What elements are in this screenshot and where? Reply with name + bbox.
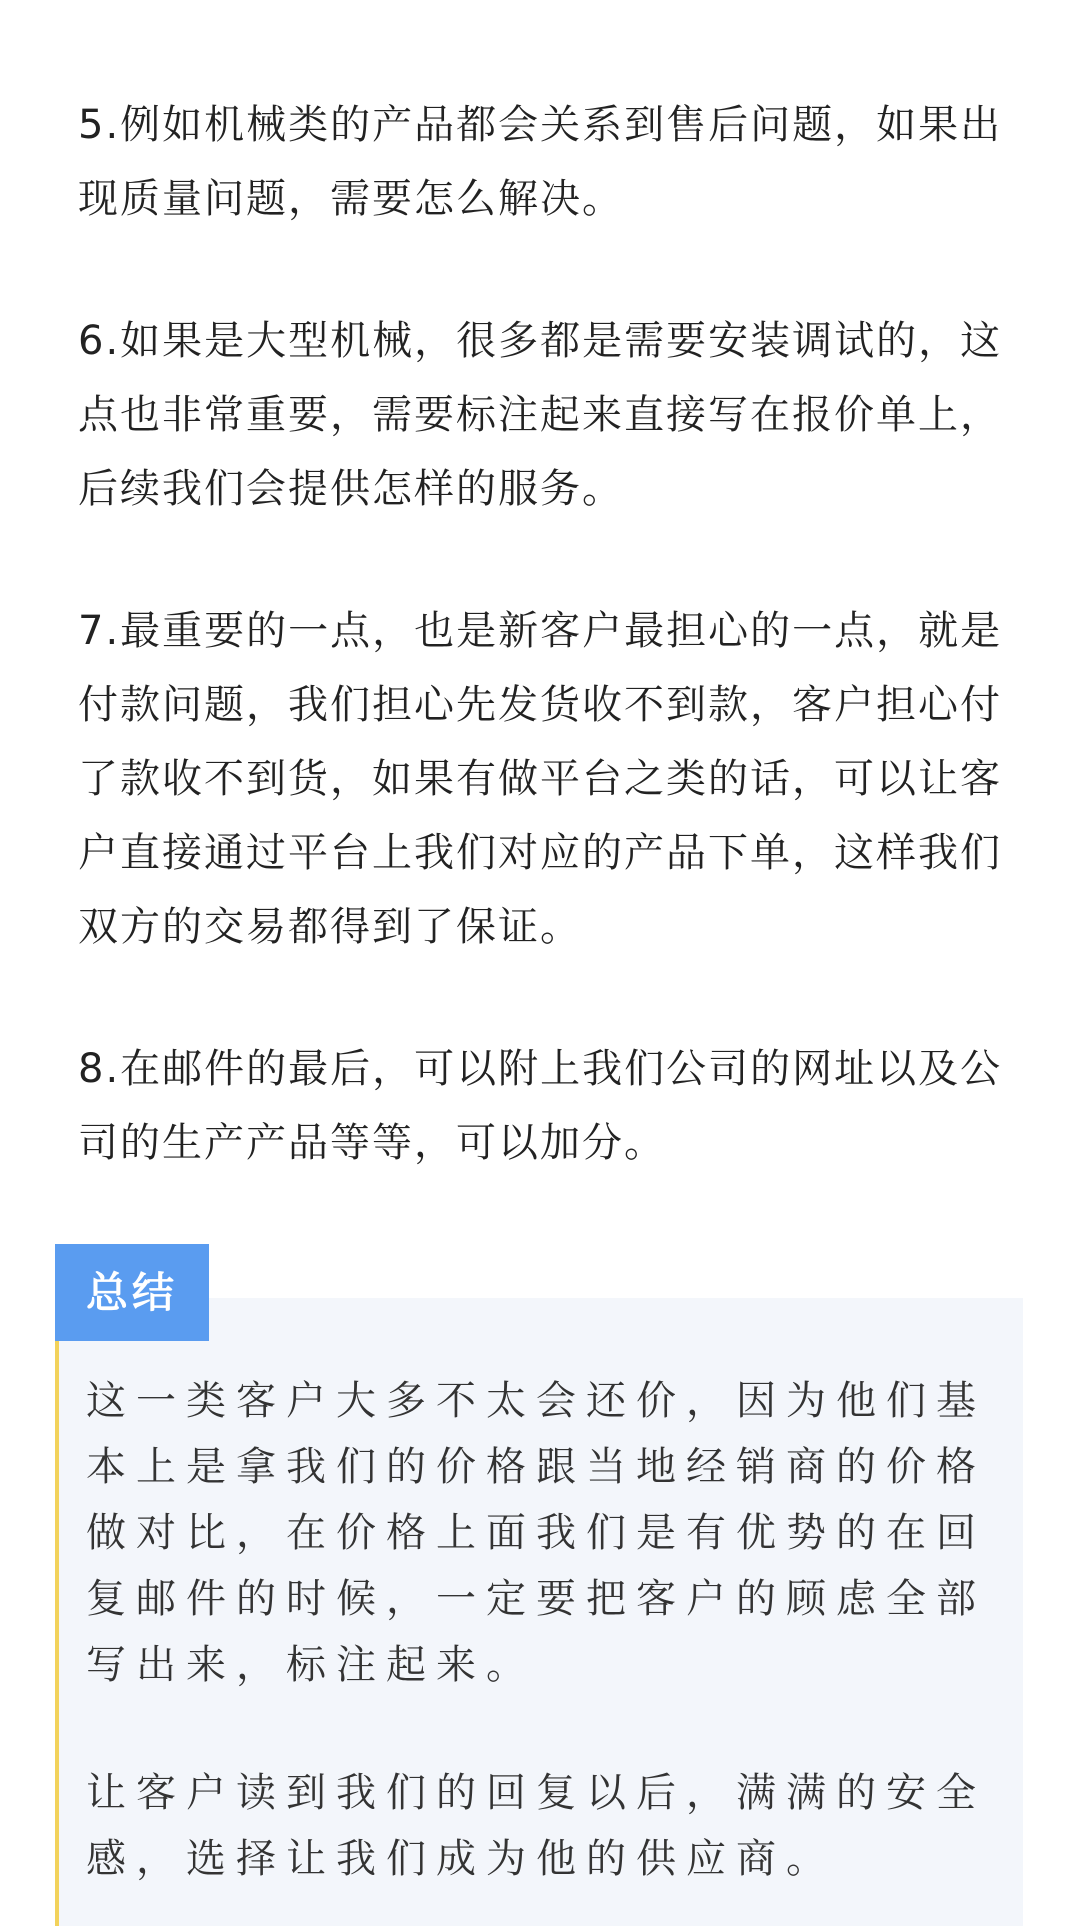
list-item: 5.例如机械类的产品都会关系到售后问题，如果出现质量问题，需要怎么解决。 bbox=[78, 102, 1003, 222]
list-item: 8.在邮件的最后，可以附上我们公司的网址以及公司的生产产品等等，可以加分。 bbox=[78, 1046, 1003, 1166]
list-item: 7.最重要的一点，也是新客户最担心的一点，就是付款问题，我们担心先发货收不到款，客户担心付了款收不到货，如果有做平台之类的话，可以让客户直接通过平台上我们对应的产品下单，这样我们双方的交易都得到了保证。 bbox=[78, 608, 1003, 950]
summary-paragraph: 让客户读到我们的回复以后，满满的安全感，选择让我们成为他的供应商。 bbox=[86, 1770, 986, 1882]
list-item: 6.如果是大型机械，很多都是需要安装调试的，这点也非常重要，需要标注起来直接写在报价单上，后续我们会提供怎样的服务。 bbox=[78, 318, 1003, 512]
summary-content bbox=[86, 1368, 996, 1892]
summary-paragraph: 这一类客户大多不太会还价，因为他们基本上是拿我们的价格跟当地经销商的价格做对比，在价格上面我们是有优势的在回复邮件的时候，一定要把客户的顾虑全部写出来，标注起来。 bbox=[86, 1378, 986, 1688]
summary-label: 总结 bbox=[55, 1244, 209, 1341]
article-body bbox=[78, 88, 1008, 1180]
